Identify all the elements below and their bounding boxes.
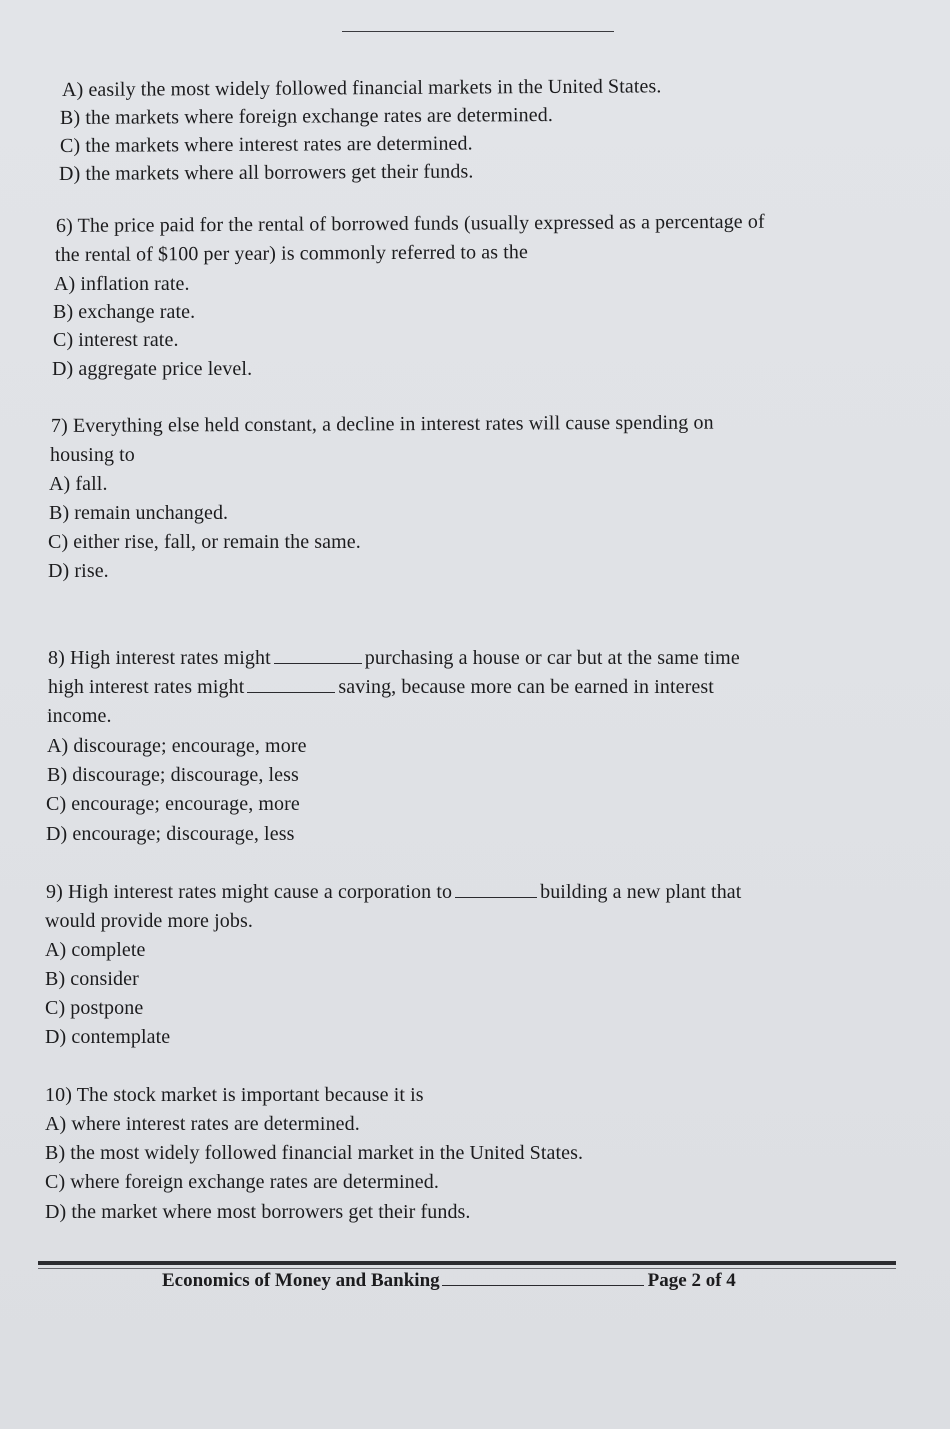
q6-option-c: C) interest rate. (53, 329, 179, 351)
footer-divider (38, 1261, 896, 1265)
q7-stem-line1: 7) Everything else held constant, a decline in interest rates will cause spending on (50, 411, 714, 437)
q7-stem-line2: housing to (50, 444, 135, 466)
q7-option-d: D) rise. (48, 560, 109, 582)
q9-option-c: C) postpone (45, 997, 144, 1019)
q5-option-b: B) the markets where foreign exchange rates are determined. (59, 103, 553, 129)
q8-stem-line1-part-b: purchasing a house or car but at the same time (364, 647, 740, 669)
q9-stem-line1 (46, 880, 741, 904)
q8-option-a: A) discourage; encourage, more (47, 735, 307, 757)
q10-option-c: C) where foreign exchange rates are determined. (45, 1171, 439, 1193)
q5-option-a: A) easily the most widely followed financial markets in the United States. (61, 75, 662, 101)
q8-option-c: C) encourage; encourage, more (46, 793, 300, 815)
q6-option-b: B) exchange rate. (53, 301, 196, 323)
q8-stem-line2 (48, 675, 714, 699)
q6-stem-line2: the rental of $100 per year) is commonly referred to as the (54, 241, 529, 266)
q8-blank-1 (274, 649, 362, 664)
q8-stem-line2-part-b: saving, because more can be earned in interest (338, 676, 714, 698)
q6-option-d: D) aggregate price level. (52, 358, 253, 380)
top-divider (342, 31, 614, 32)
q8-stem-line1 (48, 646, 740, 670)
q10-option-d: D) the market where most borrowers get their funds. (45, 1201, 471, 1223)
q9-option-b: B) consider (45, 968, 139, 990)
q5-option-d: D) the markets where all borrowers get their funds. (58, 160, 474, 185)
q7-option-b: B) remain unchanged. (49, 502, 229, 524)
q9-stem-line1-part-a: 9) High interest rates might cause a corporation to (46, 881, 453, 903)
footer-page-number: Page 2 of 4 (647, 1270, 736, 1291)
q6-stem-line1: 6) The price paid for the rental of borrowed funds (usually expressed as a percentage of (55, 210, 765, 237)
q10-stem: 10) The stock market is important because it is (45, 1084, 424, 1106)
page-footer (162, 1270, 736, 1292)
q6-option-a: A) inflation rate. (54, 273, 190, 295)
q8-stem-line2-part-a: high interest rates might (48, 676, 245, 698)
q5-option-c: C) the markets where interest rates are determined. (59, 132, 473, 157)
q8-blank-2 (247, 678, 335, 693)
q9-option-a: A) complete (45, 939, 146, 961)
q8-option-b: B) discourage; discourage, less (47, 764, 299, 786)
q9-option-d: D) contemplate (45, 1026, 171, 1048)
q8-option-d: D) encourage; discourage, less (46, 823, 295, 845)
footer-course-title: Economics of Money and Banking (162, 1270, 440, 1291)
q9-stem-line2: would provide more jobs. (45, 910, 253, 932)
q7-option-c: C) either rise, fall, or remain the same. (48, 531, 361, 553)
q9-blank (455, 883, 537, 898)
q8-stem-line3: income. (47, 705, 112, 727)
q7-option-a: A) fall. (49, 473, 108, 495)
footer-divider-thin (38, 1268, 896, 1269)
q10-option-b: B) the most widely followed financial market in the United States. (45, 1142, 584, 1164)
q8-stem-line1-part-a: 8) High interest rates might (48, 647, 271, 669)
footer-fill-line (442, 1271, 644, 1286)
q10-option-a: A) where interest rates are determined. (45, 1113, 360, 1135)
q9-stem-line1-part-b: building a new plant that (540, 881, 742, 903)
